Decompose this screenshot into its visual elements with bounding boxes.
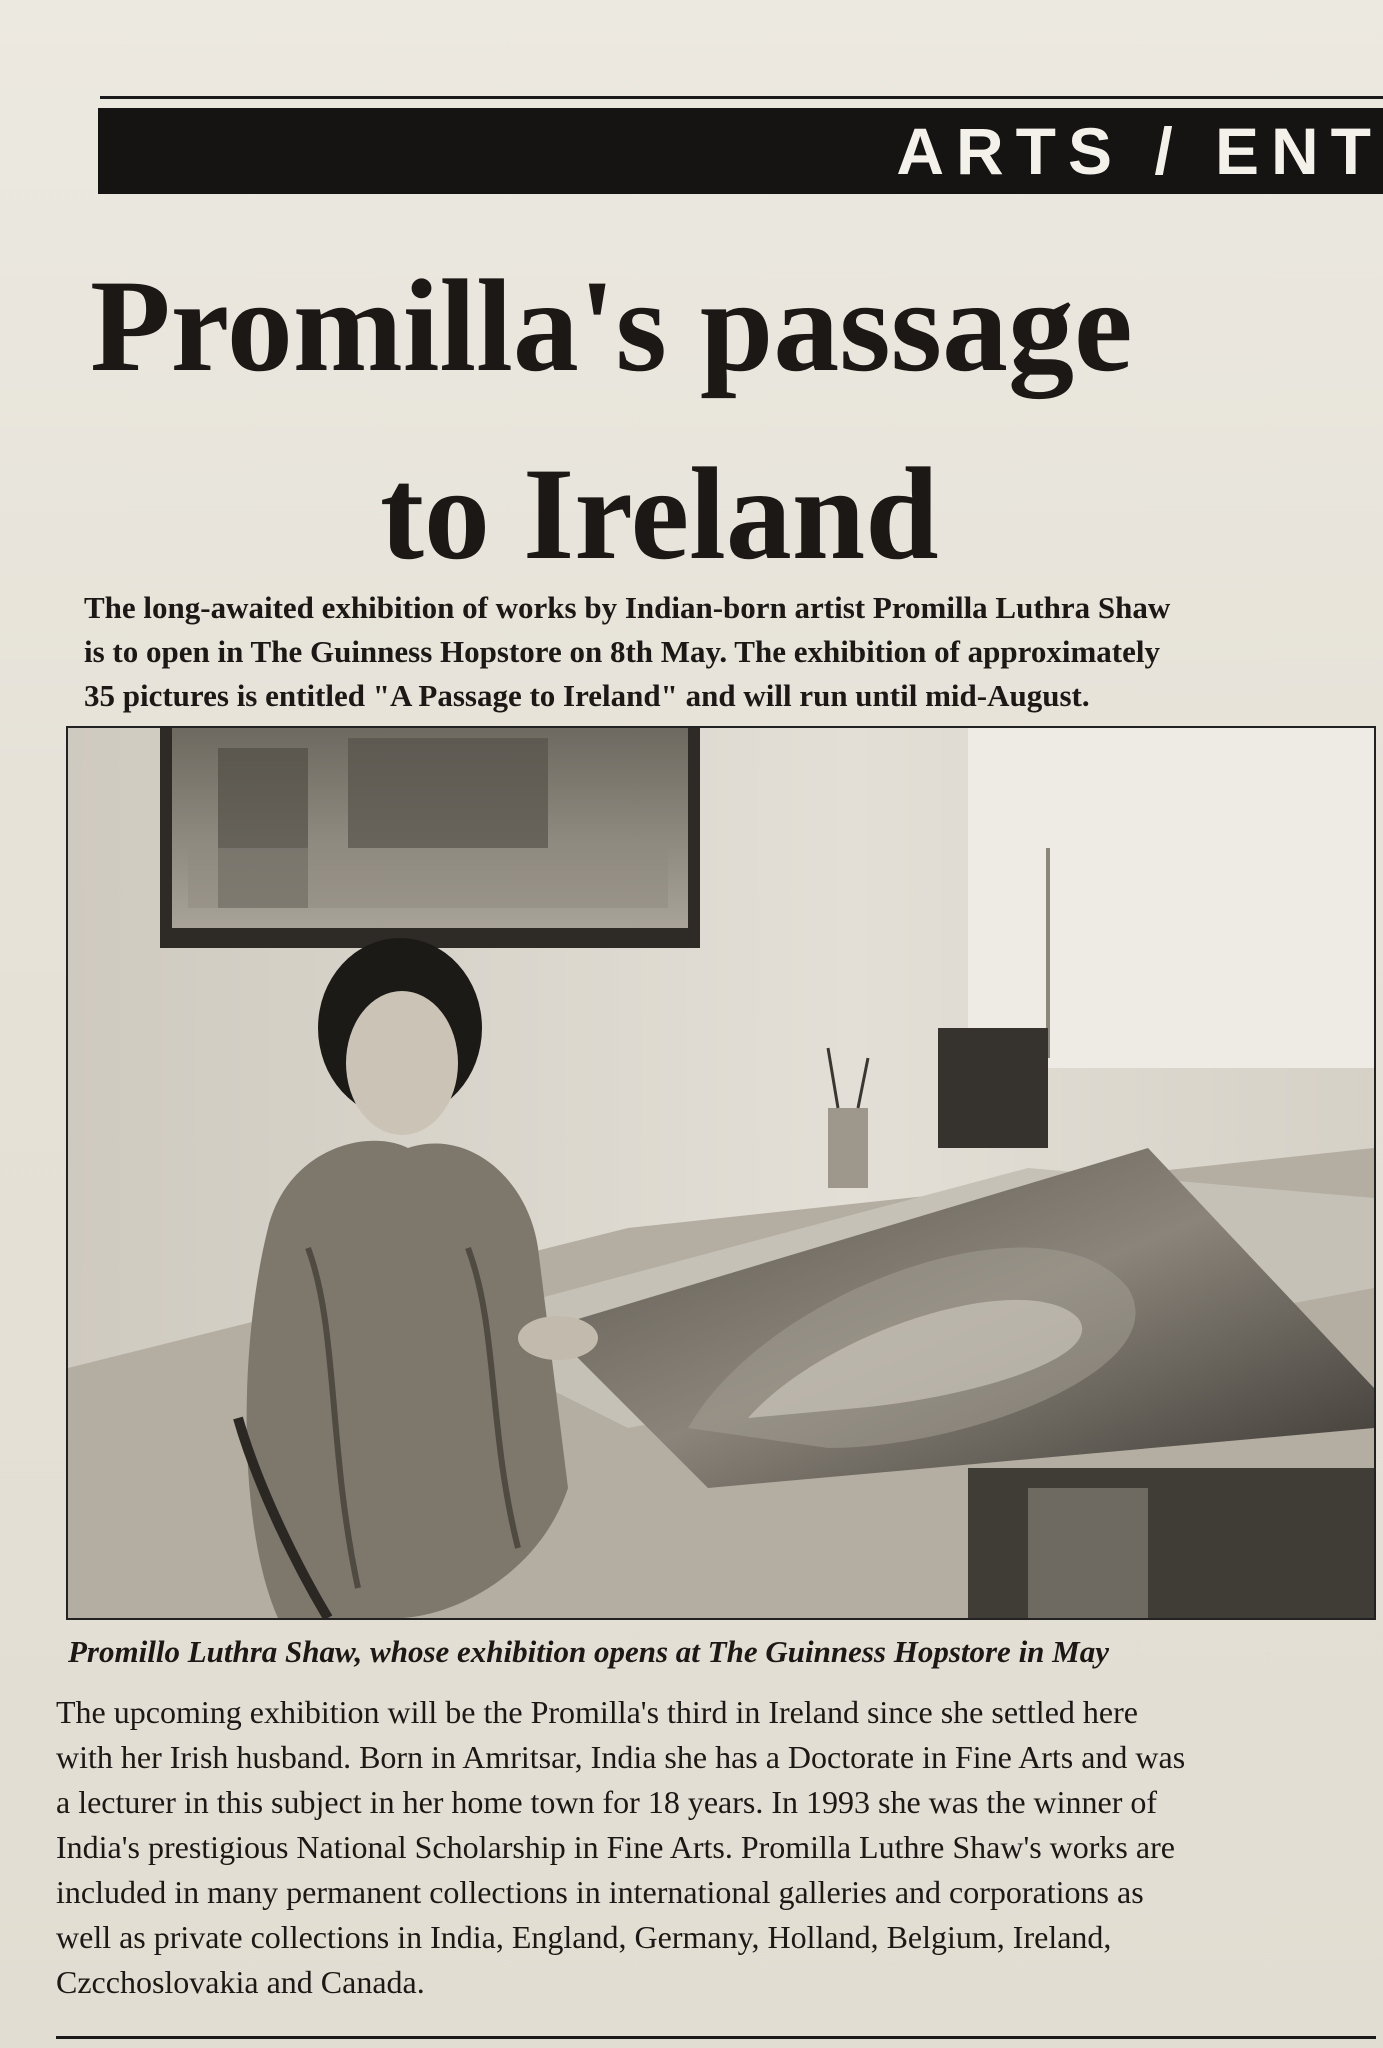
headline-line-2: to Ireland (380, 440, 939, 587)
standfirst-line: is to open in The Guinness Hopstore on 8th May. The exhibition of approximately (84, 634, 1160, 669)
body-line: The upcoming exhibition will be the Promilla's third in Ireland since she settled here (56, 1694, 1138, 1730)
section-header-bar (98, 108, 1383, 194)
standfirst-line: 35 pictures is entitled "A Passage to Ireland" and will run until mid-August. (84, 678, 1090, 713)
standfirst-line: The long-awaited exhibition of works by Indian-born artist Promilla Luthra Shaw (84, 590, 1171, 625)
photo-caption: Promillo Luthra Shaw, whose exhibition opens at The Guinness Hopstore in May (68, 1634, 1109, 1669)
standfirst (84, 586, 1379, 718)
photograph-icon (68, 728, 1374, 1618)
body-line: well as private collections in India, England, Germany, Holland, Belgium, Ireland, (56, 1919, 1112, 1955)
article-body (56, 1690, 1376, 2005)
body-line: included in many permanent collections in international galleries and corporations as (56, 1874, 1144, 1910)
headline-line-1: Promilla's passage (90, 252, 1133, 399)
body-line: a lecturer in this subject in her home town for 18 years. In 1993 she was the winner of (56, 1784, 1158, 1820)
top-rule (100, 96, 1383, 99)
bottom-rule (56, 2036, 1376, 2039)
headline (90, 232, 1380, 608)
body-line: with her Irish husband. Born in Amritsar, India she has a Doctorate in Fine Arts and was (56, 1739, 1186, 1775)
section-label: ARTS / ENT (896, 114, 1383, 188)
article-photo (66, 726, 1376, 1620)
body-line: India's prestigious National Scholarship in Fine Arts. Promilla Luthre Shaw's works are (56, 1829, 1175, 1865)
body-line: Czcchoslovakia and Canada. (56, 1964, 425, 2000)
